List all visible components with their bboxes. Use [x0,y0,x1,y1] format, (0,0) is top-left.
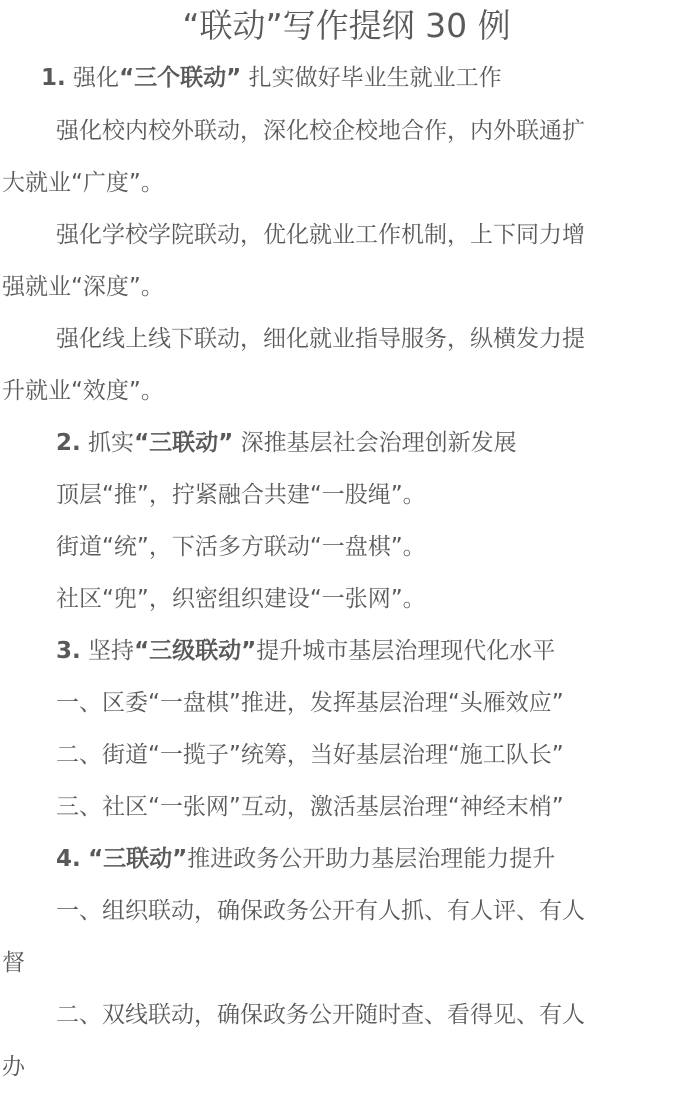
list-item: 三、社区“一张网”互动，激活基层治理“神经末梢” [56,794,564,820]
list-item: 二、街道“一揽子”统筹，当好基层治理“施工队长” [56,742,564,768]
section-heading-3 [56,636,555,666]
paragraph-line: 强就业“深度”。 [2,274,164,300]
list-item: 顶层“推”，拧紧融合共建“一股绳”。 [56,482,426,508]
list-item: 街道“统”，下活多方联动“一盘棋”。 [56,534,426,560]
heading-quoted-term: “三联动” [134,430,234,456]
list-item: 社区“兜”，织密组织建设“一张网”。 [56,586,426,612]
heading-text-post: 提升城市基层治理现代化水平 [256,638,556,664]
heading-text-post: 扎实做好毕业生就业工作 [241,65,502,91]
paragraph-line: 强化线上线下联动，细化就业指导服务，纵横发力提 [56,326,585,352]
section-number: 2. [56,430,81,456]
paragraph-line: 强化学校学院联动，优化就业工作机制，上下同力增 [56,222,585,248]
heading-text-post: 深推基层社会治理创新发展 [233,430,517,456]
paragraph-line: 一、组织联动，确保政务公开有人抓、有人评、有人 [56,898,585,924]
list-item: 一、区委“一盘棋”推进，发挥基层治理“头雁效应” [56,690,564,716]
paragraph-line: 办 [2,1054,25,1080]
section-number: 4. [56,846,81,872]
paragraph-line: 督 [2,950,25,976]
section-number: 1. [41,65,66,91]
paragraph-line: 大就业“广度”。 [2,170,164,196]
paragraph-line: 二、双线联动，确保政务公开随时查、看得见、有人 [56,1002,585,1028]
heading-text-pre: 抓实 [80,430,135,456]
paragraph-line: 强化校内校外联动，深化校企校地合作，内外联通扩 [56,118,585,144]
section-heading-2 [56,428,517,458]
section-number: 3. [56,638,81,664]
heading-text-pre [81,846,88,872]
heading-text-pre: 强化 [65,65,120,91]
heading-text-post: 推进政务公开助力基层治理能力提升 [187,846,556,872]
paragraph-line: 升就业“效度”。 [2,378,164,404]
heading-text-pre: 坚持 [80,638,135,664]
heading-quoted-term: “三联动” [88,846,188,872]
heading-quoted-term: “三级联动” [134,638,257,664]
section-heading-4 [56,844,555,874]
heading-quoted-term: “三个联动” [119,65,242,91]
section-heading-1 [41,63,502,93]
document-title: “联动”写作提纲 30 例 [182,6,511,45]
